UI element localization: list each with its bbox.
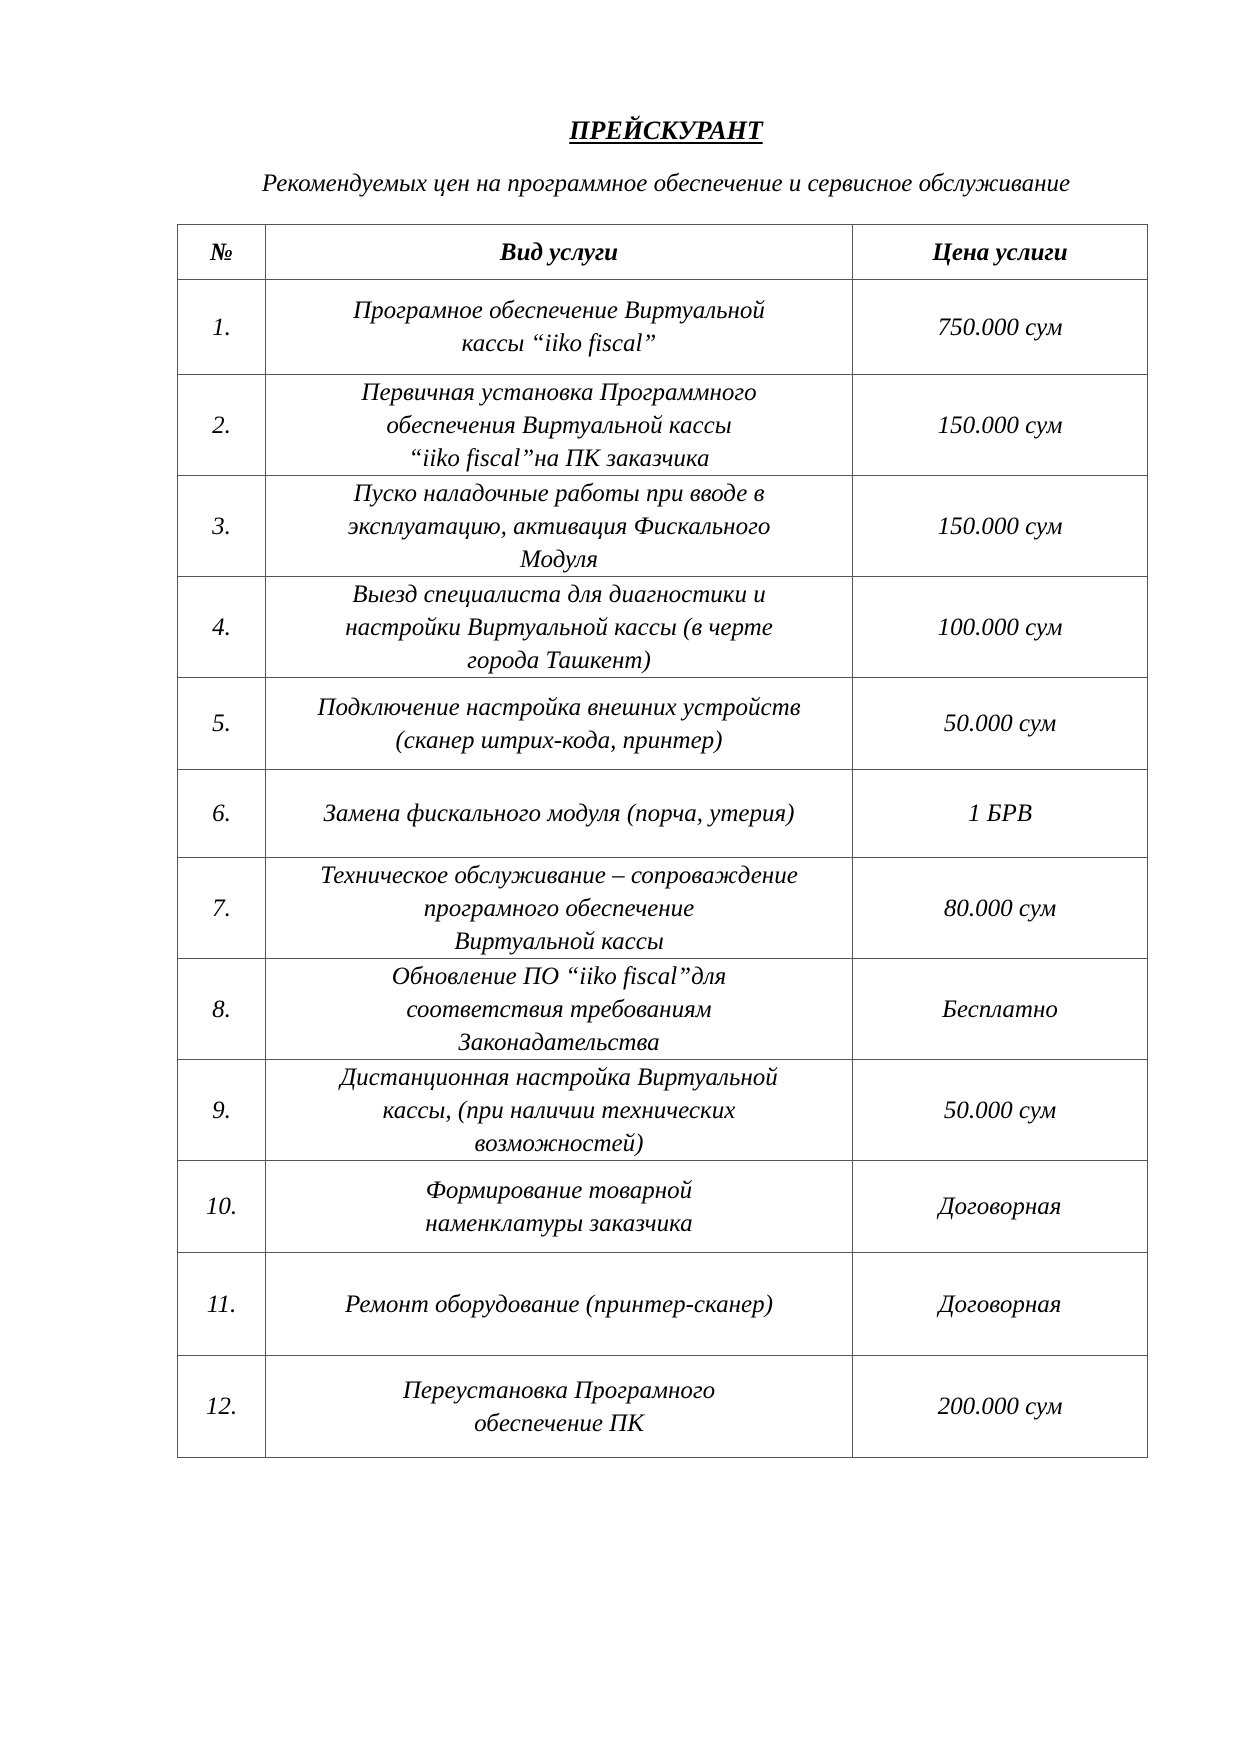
service-line: Дистанционная настройка Виртуальной: [340, 1063, 778, 1091]
price-cell: 100.000 сум: [853, 577, 1148, 678]
service-line: Модуля: [520, 545, 598, 573]
header-price: Цена услиги: [853, 225, 1148, 280]
service-line: кассы, (при наличии технических: [382, 1096, 736, 1124]
service-cell: [266, 770, 853, 858]
service-line: Програмное обеспечение Виртуальной: [353, 297, 765, 324]
service-line: Выезд специалиста для диагностики и: [352, 580, 766, 608]
table-body: [178, 280, 1148, 1458]
service-line: Обновление ПО “iiko fiscal”для: [391, 962, 727, 990]
header-service: Вид услуги: [266, 225, 853, 280]
row-number: 9.: [178, 1060, 266, 1161]
table-row: [178, 858, 1148, 959]
price-cell: 50.000 сум: [853, 1060, 1148, 1161]
service-cell: [266, 476, 853, 577]
service-cell: [266, 678, 853, 770]
service-line: обеспечение ПК: [474, 1409, 644, 1437]
service-line: эксплуатацию, активация Фискального: [347, 512, 771, 540]
service-cell: [266, 280, 853, 375]
row-number: 3.: [178, 476, 266, 577]
row-number: 6.: [178, 770, 266, 858]
table-row: [178, 1253, 1148, 1356]
row-number: 5.: [178, 678, 266, 770]
price-cell: 80.000 сум: [853, 858, 1148, 959]
service-line: наменклатуры заказчика: [425, 1209, 693, 1237]
service-cell: [266, 858, 853, 959]
price-cell: 750.000 сум: [853, 280, 1148, 375]
table-row: [178, 1356, 1148, 1458]
service-line: Переустановка Програмного: [402, 1376, 716, 1404]
price-cell: 50.000 сум: [853, 678, 1148, 770]
service-line: Замена фискального модуля (порча, утерия): [323, 800, 795, 827]
table-row: [178, 280, 1148, 375]
service-line: Законадательства: [458, 1028, 660, 1056]
price-table: [177, 224, 1148, 1458]
row-number: 10.: [178, 1161, 266, 1253]
service-cell: [266, 1356, 853, 1458]
table-row: [178, 577, 1148, 678]
row-number: 11.: [178, 1253, 266, 1356]
service-line: Первичная установка Программного: [361, 378, 757, 406]
service-line: Виртуальной кассы: [454, 927, 664, 955]
service-line: соответствия требованиям: [406, 995, 712, 1023]
table-row: [178, 476, 1148, 577]
price-cell: 200.000 сум: [853, 1356, 1148, 1458]
service-line: програмного обеспечение: [423, 894, 695, 922]
row-number: 7.: [178, 858, 266, 959]
table-row: [178, 375, 1148, 476]
table-row: [178, 770, 1148, 858]
table-header-row: [178, 225, 1148, 280]
row-number: 8.: [178, 959, 266, 1060]
service-line: настройки Виртуальной кассы (в черте: [345, 613, 773, 641]
service-cell: [266, 959, 853, 1060]
row-number: 12.: [178, 1356, 266, 1458]
service-cell: [266, 1161, 853, 1253]
service-cell: [266, 375, 853, 476]
service-cell: [266, 1253, 853, 1356]
price-cell: 1 БРВ: [853, 770, 1148, 858]
service-line: Формирование товарной: [425, 1176, 693, 1204]
service-line: (сканер штрих-кода, принтер): [395, 726, 723, 754]
service-line: возможностей): [474, 1129, 644, 1157]
header-num: №: [178, 225, 266, 280]
service-line: Техническое обслуживание – сопроваждение: [320, 861, 798, 889]
service-line: “iiko fiscal”на ПК заказчика: [408, 444, 710, 472]
service-line: Подключение настройка внешних устройств: [317, 693, 801, 721]
row-number: 1.: [178, 280, 266, 375]
service-line: кассы “iiko fiscal”: [461, 330, 657, 357]
table-row: [178, 678, 1148, 770]
service-line: обеспечения Виртуальной кассы: [386, 411, 732, 439]
row-number: 4.: [178, 577, 266, 678]
table-row: [178, 1161, 1148, 1253]
row-number: 2.: [178, 375, 266, 476]
service-line: города Ташкент): [467, 646, 651, 674]
service-line: Ремонт оборудование (принтер-сканер): [345, 1290, 773, 1318]
service-line: Пуско наладочные работы при вводе в: [353, 479, 765, 507]
price-cell: Договорная: [853, 1253, 1148, 1356]
price-cell: 150.000 сум: [853, 476, 1148, 577]
page-title: ПРЕЙСКУРАНТ: [569, 116, 763, 145]
service-cell: [266, 1060, 853, 1161]
table-row: [178, 1060, 1148, 1161]
price-cell: Договорная: [853, 1161, 1148, 1253]
service-cell: [266, 577, 853, 678]
table-row: [178, 959, 1148, 1060]
price-cell: Бесплатно: [853, 959, 1148, 1060]
price-cell: 150.000 сум: [853, 375, 1148, 476]
page-subtitle: Рекомендуемых цен на программное обеспечение и сервисное обслуживание: [261, 170, 1071, 197]
